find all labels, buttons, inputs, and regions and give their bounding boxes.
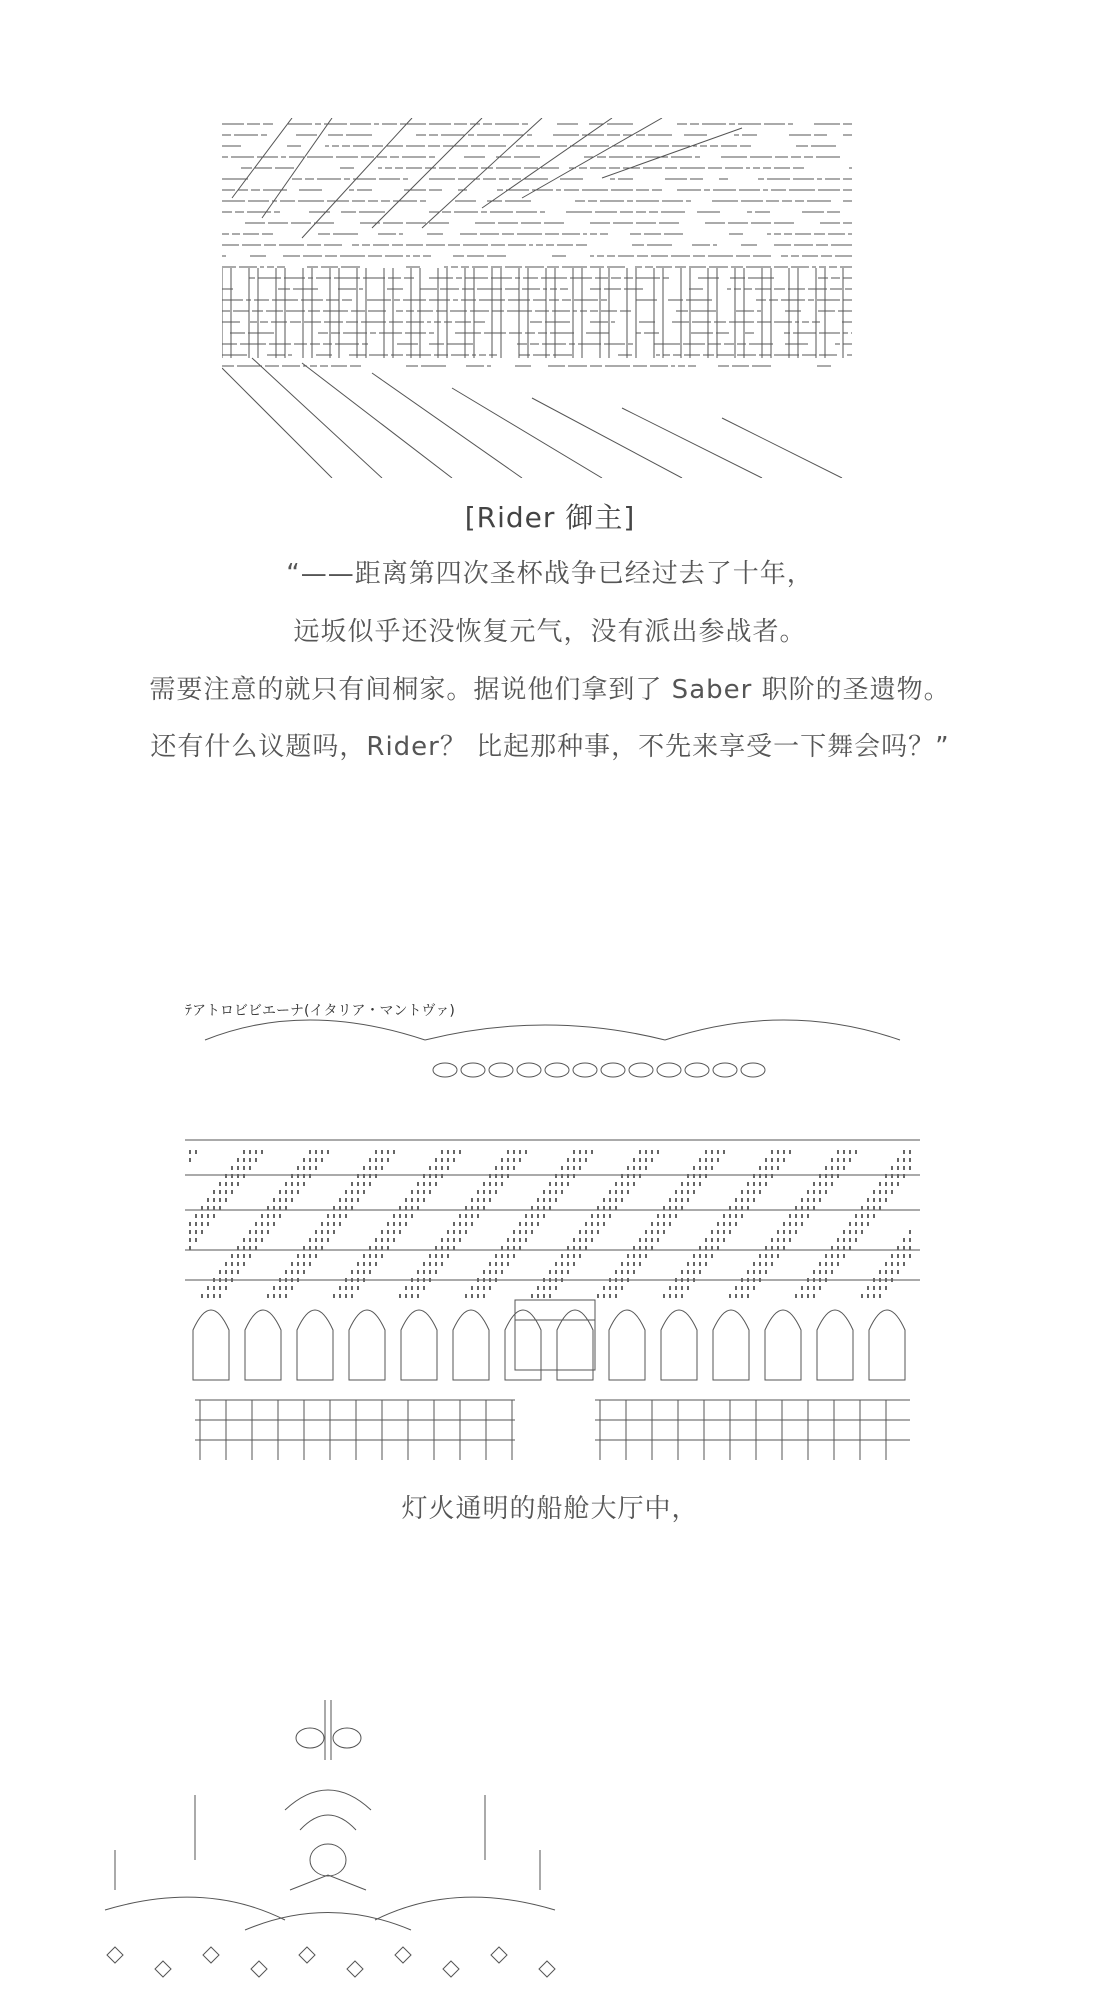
art-header-label: ﾃアトロビビエーナ(イタリア・マントヴァ): [185, 1003, 455, 1019]
dialogue-line-4: 还有什么议题吗，Rider？ 比起那种事，不先来享受一下舞会吗？”: [150, 732, 950, 762]
ascii-art-chandelier: [85, 1700, 625, 2000]
scene-caption: 灯火通明的船舱大厅中，: [401, 1494, 699, 1524]
dialogue-line-2: 远坂似乎还没恢复元气，没有派出参战者。: [293, 617, 807, 647]
ascii-art-building: [222, 118, 852, 478]
dialogue-line-3: 需要注意的就只有间桐家。据说他们拿到了 Saber 职阶的圣遗物。: [149, 675, 951, 705]
scene-title: [Rider 御主]: [464, 501, 636, 534]
ascii-art-theatre-hall: [185, 1000, 920, 1470]
dialogue-line-1: “——距离第四次圣杯战争已经过去了十年，: [286, 559, 814, 589]
